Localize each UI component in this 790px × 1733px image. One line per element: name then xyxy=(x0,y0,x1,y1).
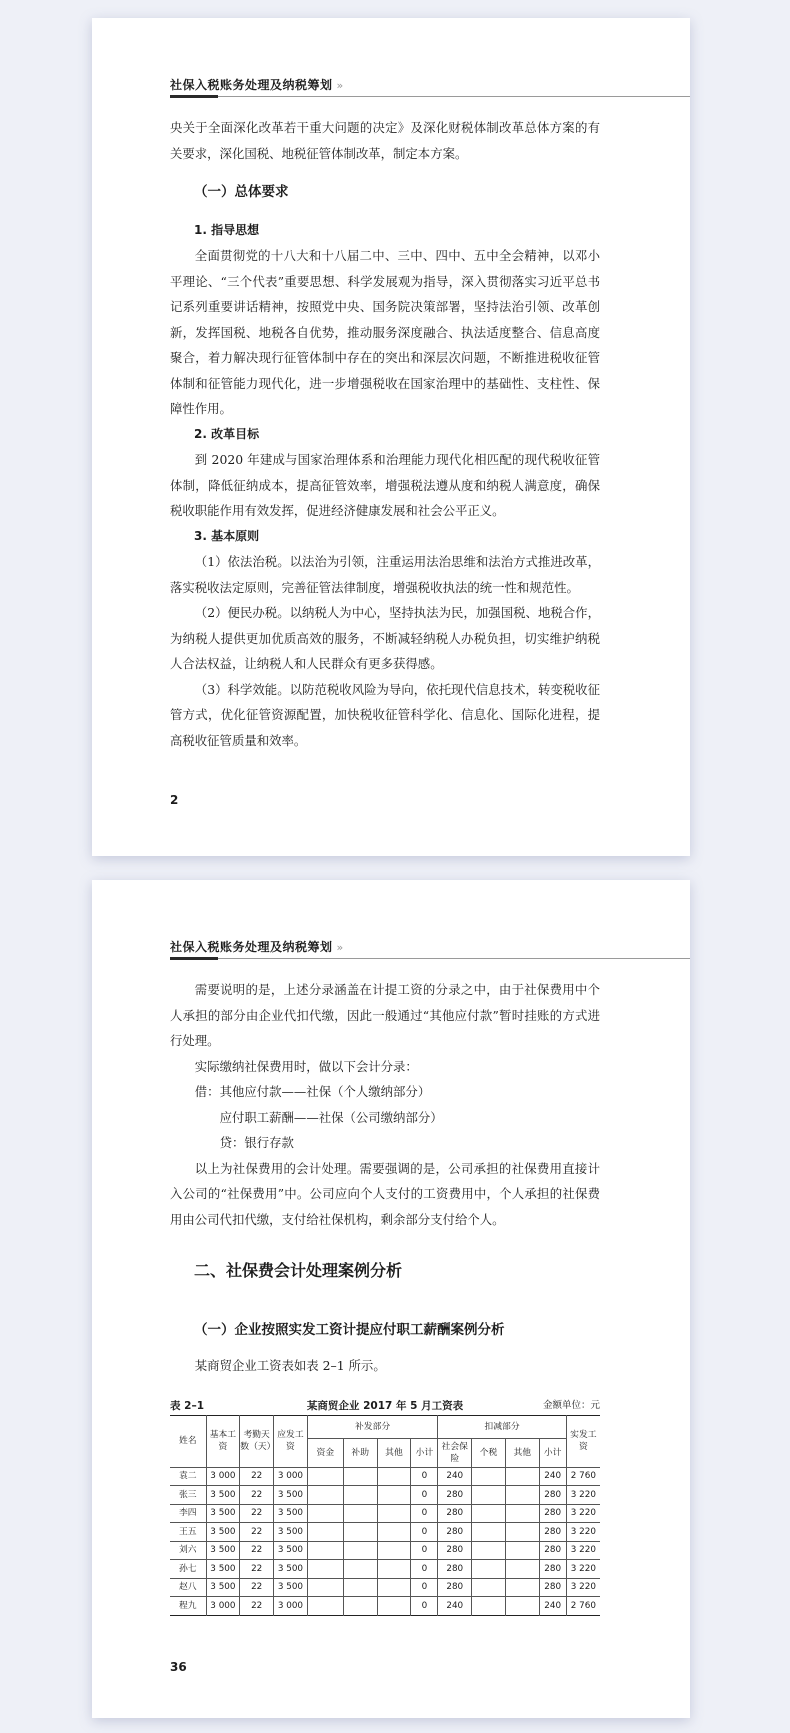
running-head xyxy=(170,76,690,94)
cell-payable: 3 500 xyxy=(274,1523,308,1542)
cell-net: 2 760 xyxy=(566,1467,600,1486)
cell-subtotal1: 0 xyxy=(411,1541,438,1560)
cell-other2 xyxy=(505,1541,539,1560)
cell-name: 赵八 xyxy=(170,1578,206,1597)
cell-base: 3 000 xyxy=(206,1597,240,1616)
cell-tax xyxy=(472,1523,506,1542)
running-head xyxy=(170,938,690,956)
paragraph: （1）依法治税。以法治为引领，注重运用法治思维和法治方式推进改革，落实税收法定原则，完善征管法律制度，增强税收执法的统一性和规范性。 xyxy=(170,554,600,595)
cell-bonus xyxy=(307,1523,343,1542)
table-unit: 金额单位：元 xyxy=(542,1400,600,1411)
cell-days: 22 xyxy=(240,1578,274,1597)
cell-payable: 3 500 xyxy=(274,1504,308,1523)
page-number: 2 xyxy=(170,793,179,807)
paragraph: 实际缴纳社保费用时，做以下会计分录： xyxy=(194,1058,418,1074)
cell-net: 3 220 xyxy=(566,1523,600,1542)
cell-base: 3 000 xyxy=(206,1467,240,1486)
table-caption xyxy=(170,1397,600,1415)
cell-bonus xyxy=(307,1467,343,1486)
col-header-subsidy: 补助 xyxy=(343,1438,377,1467)
wage-table-block xyxy=(170,1397,600,1616)
cell-base: 3 500 xyxy=(206,1560,240,1579)
cell-days: 22 xyxy=(240,1467,274,1486)
cell-subtotal2: 280 xyxy=(539,1486,566,1505)
journal-entry-credit: 贷：银行存款 xyxy=(219,1135,294,1150)
chapter-heading: 二、社保费会计处理案例分析 xyxy=(194,1261,403,1280)
cell-subsidy xyxy=(343,1560,377,1579)
table-row xyxy=(170,1560,600,1579)
cell-net: 3 220 xyxy=(566,1504,600,1523)
cell-subtotal1: 0 xyxy=(411,1560,438,1579)
cell-tax xyxy=(472,1541,506,1560)
cell-social: 280 xyxy=(438,1560,472,1579)
cell-subsidy xyxy=(343,1523,377,1542)
cell-other1 xyxy=(377,1467,411,1486)
cell-payable: 3 000 xyxy=(274,1467,308,1486)
cell-social: 240 xyxy=(438,1597,472,1616)
cell-bonus xyxy=(307,1486,343,1505)
paragraph: 以上为社保费用的会计处理。需要强调的是，公司承担的社保费用直接计入公司的“社保费用”中。公司应向个人支付的工资费用中，个人承担的社保费用由公司代扣代缴，支付给社保机构，剩余部分支付给个人。 xyxy=(170,1160,600,1227)
cell-subsidy xyxy=(343,1504,377,1523)
cell-net: 3 220 xyxy=(566,1560,600,1579)
paragraph: 某商贸企业工资表如表 2–1 所示。 xyxy=(194,1358,386,1373)
cell-subtotal1: 0 xyxy=(411,1486,438,1505)
cell-name: 李四 xyxy=(170,1504,206,1523)
journal-entry-debit: 借：其他应付款——社保（个人缴纳部分） xyxy=(194,1084,431,1099)
book-page-36 xyxy=(92,880,690,1718)
cell-net: 3 220 xyxy=(566,1486,600,1505)
cell-tax xyxy=(472,1560,506,1579)
paragraph: 央关于全面深化改革若干重大问题的决定》及深化财税体制改革总体方案的有关要求，深化国税、地税征管体制改革，制定本方案。 xyxy=(170,120,600,161)
cell-subtotal1: 0 xyxy=(411,1523,438,1542)
cell-days: 22 xyxy=(240,1504,274,1523)
cell-subtotal2: 280 xyxy=(539,1523,566,1542)
cell-subsidy xyxy=(343,1541,377,1560)
page-body xyxy=(170,977,600,1379)
cell-days: 22 xyxy=(240,1523,274,1542)
cell-subtotal2: 280 xyxy=(539,1560,566,1579)
cell-social: 280 xyxy=(438,1541,472,1560)
table-row xyxy=(170,1541,600,1560)
cell-other2 xyxy=(505,1523,539,1542)
col-header-subtotal: 小计 xyxy=(411,1438,438,1467)
cell-social: 280 xyxy=(438,1578,472,1597)
cell-payable: 3 500 xyxy=(274,1541,308,1560)
cell-tax xyxy=(472,1597,506,1616)
cell-tax xyxy=(472,1578,506,1597)
cell-other2 xyxy=(505,1560,539,1579)
col-header-other: 其他 xyxy=(377,1438,411,1467)
cell-payable: 3 500 xyxy=(274,1560,308,1579)
cell-days: 22 xyxy=(240,1486,274,1505)
double-chevron-icon: » xyxy=(336,79,344,92)
cell-other1 xyxy=(377,1560,411,1579)
page-number: 36 xyxy=(170,1660,187,1674)
journal-entry-debit: 应付职工薪酬——社保（公司缴纳部分） xyxy=(219,1109,443,1125)
cell-other2 xyxy=(505,1486,539,1505)
cell-other2 xyxy=(505,1597,539,1616)
cell-subsidy xyxy=(343,1597,377,1616)
paragraph: 全面贯彻党的十八大和十八届二中、三中、四中、五中全会精神，以邓小平理论、“三个代表”重要思想、科学发展观为指导，深入贯彻落实习近平总书记系列重要讲话精神，按照党中央、国务院决策部署，坚持法治引领、改革创新，发挥国税、地税各自优势，推动服务深度融合、执法适度整合、信息高度聚合，着力解决现行征管体制中存在的突出和深层次问题，不断推进税收征管体制和征管能力现代化，进一步增强税收在国家治理中的基础性、支柱性、保障性作用。 xyxy=(170,248,600,416)
table-row xyxy=(170,1467,600,1486)
col-group-deduction: 扣减部分 xyxy=(438,1416,566,1439)
header-rule xyxy=(170,96,690,97)
cell-other1 xyxy=(377,1486,411,1505)
subheading: 1. 指导思想 xyxy=(194,222,260,237)
table-row xyxy=(170,1486,600,1505)
cell-subtotal1: 0 xyxy=(411,1467,438,1486)
cell-subtotal1: 0 xyxy=(411,1578,438,1597)
col-header-tax: 个税 xyxy=(472,1438,506,1467)
col-header-base: 基本工资 xyxy=(206,1416,240,1468)
col-header-name: 姓名 xyxy=(170,1416,206,1468)
double-chevron-icon: » xyxy=(336,941,344,954)
cell-tax xyxy=(472,1467,506,1486)
cell-name: 张三 xyxy=(170,1486,206,1505)
cell-name: 王五 xyxy=(170,1523,206,1542)
cell-bonus xyxy=(307,1541,343,1560)
paragraph: 到 2020 年建成与国家治理体系和治理能力现代化相匹配的现代税收征管体制，降低征纳成本，提高征管效率，增强税法遵从度和纳税人满意度，确保税收职能作用有效发挥，促进经济健康发展和社会公平正义。 xyxy=(170,452,600,518)
cell-base: 3 500 xyxy=(206,1504,240,1523)
table-row xyxy=(170,1504,600,1523)
paragraph: （2）便民办税。以纳税人为中心，坚持执法为民，加强国税、地税合作，为纳税人提供更加优质高效的服务，不断减轻纳税人办税负担，切实维护纳税人合法权益，让纳税人和人民群众有更多获得感。 xyxy=(170,605,600,671)
header-rule xyxy=(170,958,690,959)
table-title: 某商贸企业 2017 年 5 月工资表 xyxy=(306,1400,464,1412)
cell-tax xyxy=(472,1504,506,1523)
paragraph: （3）科学效能。以防范税收风险为导向，依托现代信息技术，转变税收征管方式，优化征管资源配置，加快税收征管科学化、信息化、国际化进程，提高税收征管质量和效率。 xyxy=(170,681,600,748)
cell-social: 280 xyxy=(438,1523,472,1542)
cell-name: 刘六 xyxy=(170,1541,206,1560)
cell-subtotal1: 0 xyxy=(411,1597,438,1616)
cell-subsidy xyxy=(343,1578,377,1597)
cell-subtotal2: 280 xyxy=(539,1578,566,1597)
running-head-title: 社保入税账务处理及纳税筹划 xyxy=(170,940,333,954)
section-heading: （一）总体要求 xyxy=(194,184,289,200)
cell-subtotal2: 240 xyxy=(539,1467,566,1486)
cell-subsidy xyxy=(343,1486,377,1505)
col-header-payable: 应发工资 xyxy=(274,1416,308,1468)
table-row xyxy=(170,1523,600,1542)
subheading: 3. 基本原则 xyxy=(194,528,260,543)
wage-table-body xyxy=(170,1467,600,1615)
cell-other2 xyxy=(505,1578,539,1597)
cell-social: 280 xyxy=(438,1504,472,1523)
cell-social: 280 xyxy=(438,1486,472,1505)
cell-subtotal2: 240 xyxy=(539,1597,566,1616)
cell-base: 3 500 xyxy=(206,1486,240,1505)
cell-base: 3 500 xyxy=(206,1578,240,1597)
cell-bonus xyxy=(307,1560,343,1579)
cell-name: 程九 xyxy=(170,1597,206,1616)
table-row xyxy=(170,1578,600,1597)
cell-name: 袁二 xyxy=(170,1467,206,1486)
wage-table xyxy=(170,1415,600,1616)
cell-days: 22 xyxy=(240,1560,274,1579)
cell-other1 xyxy=(377,1578,411,1597)
paragraph: 需要说明的是，上述分录涵盖在计提工资的分录之中，由于社保费用中个人承担的部分由企业代扣代缴，因此一般通过“其他应付款”暂时挂账的方式进行处理。 xyxy=(170,982,600,1048)
cell-base: 3 500 xyxy=(206,1523,240,1542)
cell-tax xyxy=(472,1486,506,1505)
col-header-subtotal: 小计 xyxy=(539,1438,566,1467)
running-head-title: 社保入税账务处理及纳税筹划 xyxy=(170,78,333,92)
subheading: 2. 改革目标 xyxy=(194,426,260,441)
cell-other1 xyxy=(377,1597,411,1616)
cell-bonus xyxy=(307,1578,343,1597)
cell-subtotal2: 280 xyxy=(539,1504,566,1523)
col-header-bonus: 资金 xyxy=(307,1438,343,1467)
col-header-days: 考勤天数（天） xyxy=(240,1416,274,1468)
cell-days: 22 xyxy=(240,1597,274,1616)
table-label: 表 2–1 xyxy=(170,1400,205,1412)
cell-base: 3 500 xyxy=(206,1541,240,1560)
cell-net: 3 220 xyxy=(566,1578,600,1597)
cell-name: 孙七 xyxy=(170,1560,206,1579)
cell-other1 xyxy=(377,1504,411,1523)
cell-net: 2 760 xyxy=(566,1597,600,1616)
cell-bonus xyxy=(307,1504,343,1523)
table-row xyxy=(170,1597,600,1616)
cell-subtotal1: 0 xyxy=(411,1504,438,1523)
page-body xyxy=(170,115,600,753)
section-heading: （一）企业按照实发工资计提应付职工薪酬案例分析 xyxy=(194,1321,505,1338)
col-header-net: 实发工资 xyxy=(566,1416,600,1468)
cell-other2 xyxy=(505,1467,539,1486)
cell-payable: 3 000 xyxy=(274,1597,308,1616)
col-header-other: 其他 xyxy=(505,1438,539,1467)
cell-other1 xyxy=(377,1523,411,1542)
cell-payable: 3 500 xyxy=(274,1486,308,1505)
cell-other1 xyxy=(377,1541,411,1560)
cell-days: 22 xyxy=(240,1541,274,1560)
cell-subtotal2: 280 xyxy=(539,1541,566,1560)
cell-subsidy xyxy=(343,1467,377,1486)
book-page-2 xyxy=(92,18,690,856)
col-group-allowance: 补发部分 xyxy=(307,1416,438,1439)
cell-other2 xyxy=(505,1504,539,1523)
cell-bonus xyxy=(307,1597,343,1616)
cell-social: 240 xyxy=(438,1467,472,1486)
col-header-social: 社会保险 xyxy=(438,1438,472,1467)
cell-payable: 3 500 xyxy=(274,1578,308,1597)
cell-net: 3 220 xyxy=(566,1541,600,1560)
